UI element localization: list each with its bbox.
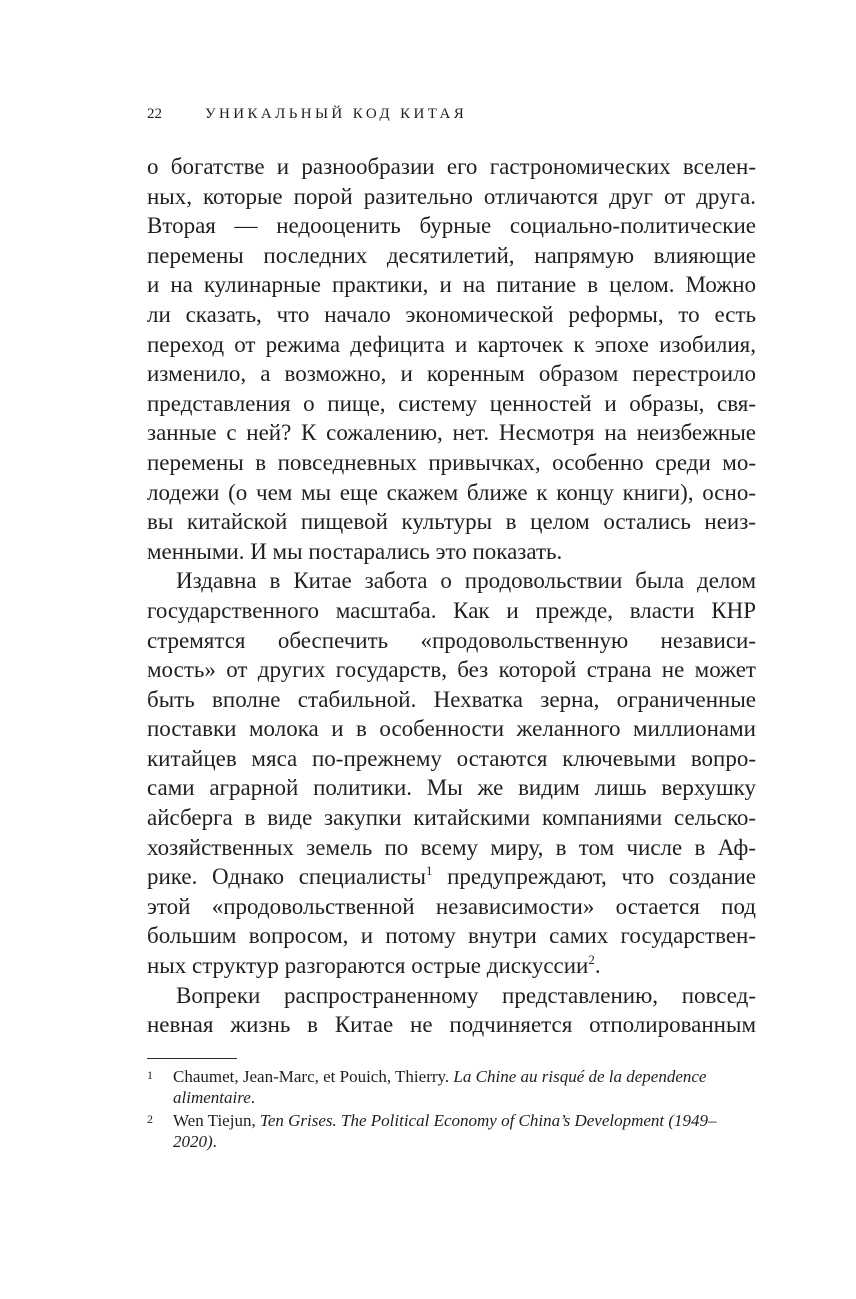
footnote-2: [147, 1110, 756, 1152]
footnote-authors: Chaumet, Jean-Marc, et Pouich, Thierry.: [173, 1067, 450, 1086]
text-line: поставки молока и в особенности желанного миллионами: [147, 716, 756, 742]
text-line: о богатстве и разнообразии его гастрономических вселен-: [147, 154, 756, 179]
text-fragment: .: [594, 953, 601, 979]
text-line: вы китайской пищевой культуры в целом остались неиз-: [147, 509, 756, 535]
body-text: [147, 152, 756, 1040]
text-line-with-footnote: [147, 862, 756, 892]
text-line: занные с ней? К сожалению, нет. Несмотря на неизбежные: [147, 420, 756, 446]
text-line: изменило, а возможно, и коренным образом перестроило: [147, 361, 756, 387]
text-line: китайцев мяса по-прежнему остаются ключевыми вопро-: [147, 745, 756, 771]
text-fragment: рике. Однако специалисты: [147, 864, 426, 890]
footnote-divider: [147, 1058, 237, 1059]
footnote-line: [173, 1131, 756, 1152]
footnote-title: 2020): [173, 1132, 213, 1151]
text-line: лодежи (о чем мы еще скажем ближе к концу книги), осно-: [147, 479, 756, 505]
text-line-with-footnote: [147, 951, 756, 981]
text-line: перемены в повседневных привычках, особенно среди мо-: [147, 449, 756, 475]
text-fragment: ных структур разгораются острые дискуссии: [147, 953, 589, 979]
text-line: этой «продовольственной независимости» остается под: [147, 893, 756, 919]
text-line: айсберга в виде закупки китайскими компаниями сельско-: [147, 805, 756, 831]
footnote-line: [173, 1087, 756, 1108]
text-line: и на кулинарные практики, и на питание в целом. Можно: [147, 272, 756, 298]
book-title: УНИКАЛЬНЫЙ КОД КИТАЯ: [205, 106, 468, 122]
footnote-title: La Chine au risqué de la dependence: [453, 1067, 707, 1086]
footnote-ref-1: 1: [425, 863, 433, 879]
text-line: менными. И мы постарались это показать.: [147, 538, 563, 564]
footnote-title: Ten Grises. The Political Economy of China’s Development (1949–: [259, 1111, 717, 1130]
text-line: переход от режима дефицита и карточек к эпохе изобилия,: [147, 331, 756, 357]
text-line: большим вопросом, и потому внутри самих государствен-: [147, 923, 756, 949]
running-header: [147, 103, 767, 125]
footnotes: [147, 1066, 756, 1154]
text-line: сами аграрной политики. Мы же видим лишь верхушку: [147, 775, 756, 801]
text-line: Издавна в Китае забота о продовольствии была делом: [176, 568, 756, 594]
text-line: Вопреки распространенному представлению, повсед-: [176, 982, 756, 1008]
text-line: ли сказать, что начало экономической реформы, то есть: [147, 301, 756, 327]
footnote-1: [147, 1066, 756, 1108]
page-number: 22: [147, 106, 162, 122]
text-line: мость» от других государств, без которой страна не может: [147, 657, 756, 683]
footnote-authors: Wen Tiejun,: [173, 1111, 256, 1130]
footnote-number: 1: [147, 1068, 153, 1082]
footnote-end: .: [212, 1132, 217, 1151]
footnote-end: .: [250, 1088, 255, 1107]
footnote-line: [173, 1110, 756, 1131]
text-fragment: предупреждают, что создание: [447, 864, 757, 890]
footnote-title: alimentaire: [173, 1088, 251, 1107]
text-line: невная жизнь в Китае не подчиняется отполированным: [147, 1012, 756, 1038]
text-line: хозяйственных земель по всему миру, в том числе в Аф-: [147, 834, 756, 860]
text-line: стремятся обеспечить «продовольственную независи-: [147, 627, 756, 653]
footnote-number: 2: [147, 1112, 153, 1126]
text-line: Вторая — недооценить бурные социально-политические: [147, 213, 756, 239]
footnote-line: [173, 1066, 756, 1087]
text-line: представления о пище, систему ценностей и образы, свя-: [147, 390, 756, 416]
text-line: перемены последних десятилетий, напрямую влияющие: [147, 242, 756, 268]
footnote-ref-2: 2: [588, 952, 595, 968]
text-line: ных, которые порой разительно отличаются друг от друга.: [147, 183, 756, 209]
text-line: государственного масштаба. Как и прежде, власти КНР: [147, 597, 756, 623]
text-line: быть вполне стабильной. Нехватка зерна, ограниченные: [147, 686, 756, 712]
